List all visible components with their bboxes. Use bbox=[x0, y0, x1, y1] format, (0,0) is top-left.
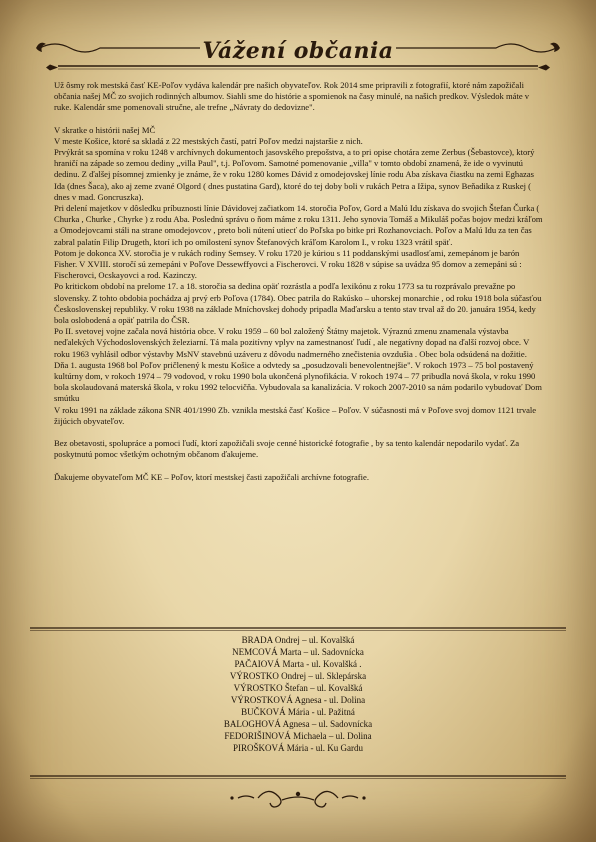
intro-paragraph: Už ôsmy rok mestská časť KE-Poľov vydáva kalendár pre našich obyvateľov. Rok 2014 sme pripravili z fotografií, ktoré nám zapožičali občania našej MČ zo svojich rodinných albumov. Siahli sme do histórie a spomienok na časy minulé, na našich predkov. Výsledok máte v ruke. Kalendár sme pomenovali stručne, ale trefne „Návraty do dedovizne". bbox=[54, 80, 530, 113]
contributor-name: FEDORIŠINOVÁ Michaela – ul. Dolina bbox=[224, 731, 372, 741]
history-paragraph: Potom je dokonca XV. storočia je v rukách rodiny Semsey. V roku 1720 je kúriou s 11 poddanskými usadlosťami, zemepánom je barón Fisher. V XVIII. storočí sú zemepáni v Poľove Dessewffyovci a Fischerovci. V roku 1828 v súpise sa uvádza 95 domov a zemepáni sú : Fischerovci, Ocskayovci a rod. Kazinczy. bbox=[54, 247, 522, 281]
contributor-name: VÝROSTKO Ondrej – ul. Sklepárska bbox=[229, 671, 367, 681]
history-paragraph: Dňa 1. augusta 1968 bol Poľov pričlenený k mestu Košice a odvtedy sa „posudzovali benevolentnejšie". V rokoch 1973 – 75 bol postavený kultúrny dom, v rokoch 1974 – 79 vodovod, v roku 1990 bola ukončená plynofikácia. V rokoch 1974 – 77 pribudla nová škola, v roku 1990 bola skolaudovaná materská škola, v roku 1992 telocvičňa. Vybudovala sa kanalizácia. V rokoch 2007-2010 sa nám podarilo vybudovať Dom smútku bbox=[54, 359, 542, 404]
history-paragraph: Po II. svetovej vojne začala nová história obce. V roku 1959 – 60 bol založený Štátny majetok. Výraznú zmenu znamenala výstavba neďalekých Východoslovenských železiarní. Tá mala pozitívny vplyv na zamestnanosť ľudí , ale negatívny dopad na ďalší rozvoj obce. V roku 1963 vyhlásil odbor výstavby MsNV stavebnú uzáveru z dôvodu nadmerného znečistenia ovzdušia . Obec bola odsúdená na dožitie. bbox=[54, 326, 530, 359]
history-paragraph: Pri delení majetkov v dôsledku príbuznosti línie Dávidovej začiatkom 14. storočia Poľov, Gord a Malú Idu získava do svojich Štefan Čurka ( Churka , Churke , Chyrke ) z rodu Aba. Poslednú správu o ňom máme z roku 1311. Jeho synovia Tomáš a Mikuláš počas bojov medzi kráľom a Omodejovcami stáli na strane omodejovcov , preto boli nútení utiecť do Poľska po bitke pri Rozhanovciach. Poľov a Malú Idu za ten čas zabral palatín Filip Drugeth, ktorí ich po omilostení synov Štefanových kráľom Karolom I., v roku 1323 vrátil späť. bbox=[54, 203, 543, 247]
contributor-name: VÝROSTKOVÁ Agnesa - ul. Dolina bbox=[230, 695, 366, 705]
contributor-name: PIROŠKOVÁ Mária - ul. Ku Gardu bbox=[233, 743, 363, 753]
section-divider bbox=[30, 626, 566, 632]
history-paragraph: Prvýkrát sa spomína v roku 1248 v archívnych dokumentoch jasovského prepošstva, a to pri opise chotára zeme Zerbus (Šebastovce), ktorý hraničí na západe so zemou dediny „villa Paul", t.j. Poľovom. Samotné pomenovanie „villa" v tomto období znamená, že ide o vyvinutú dedinu. Z ďalšej písomnej zmienky je známe, že v roku 1280 komes Dávid z omodejovskej línie rodu Aba získava čiastku na zemi Eghazas Ida (dnes Šaca), ako aj zeme zvané Olgord ( dnes pustatina Gard), ktoré do tej doby boli v rukách Petra a Ižipa, synov Beňadika z Ruskej ( dnes v mad. Goncruszka). bbox=[54, 147, 535, 202]
contributor-name: NEMCOVÁ Marta – ul. Sadovnícka bbox=[232, 647, 364, 657]
history-paragraph: V meste Košice, ktoré sa skladá z 22 mestských častí, patrí Poľov medzi najstaršie z nich. bbox=[54, 135, 363, 146]
footer-ornament bbox=[0, 782, 596, 812]
history-paragraph: V roku 1991 na základe zákona SNR 401/1990 Zb. vznikla mestská časť Košice – Poľov. V súčasnosti má v Poľove svoj domov 1121 trvale žijúcich obyvateľov. bbox=[54, 404, 537, 426]
page-title: Vážení občania bbox=[202, 38, 394, 64]
closing-paragraph: Bez obetavosti, spolupráce a pomoci ľudí, ktorí zapožičali svoje cenné historické fotografie , by sa tento kalendár nepodarilo vydať. Za poskytnutú pomoc všetkým ochotným občanom ďakujeme. bbox=[54, 438, 520, 460]
history-paragraph: Po kritickom období na prelome 17. a 18. storočia sa dedina opäť rozrástla a podľa lexikónu z roku 1773 sa tu rozprávalo prevažne po slovensky. Z tohto obdobia pochádza aj prvý erb Poľova (1784). Obec patrila do Rakúsko – uhorskej monarchie , od roku 1918 bola súčasťou Československej republiky. V roku 1938 na základe Mníchovskej dohody pripadla Maďarsku a tento stav trval až do 20. januára 1954, kedy bola oslobodená a opäť patrila do ČSR. bbox=[54, 281, 542, 326]
contributor-name: BUČKOVÁ Mária - ul. Pažitná bbox=[241, 707, 355, 717]
contributors-list bbox=[0, 634, 596, 754]
history-heading: V skratke o histórii našej MČ bbox=[54, 124, 156, 135]
contributor-name: PAČAIOVÁ Marta - ul. Kovalšká . bbox=[234, 659, 362, 669]
section-divider bbox=[30, 774, 566, 780]
thanks-paragraph: Ďakujeme obyvateľom MČ KE – Poľov, ktorí mestskej časti zapožičali archívne fotografie. bbox=[54, 471, 369, 482]
main-text bbox=[54, 80, 544, 483]
contributor-name: BALOGHOVÁ Agnesa – ul. Sadovnícka bbox=[223, 719, 373, 729]
contributor-name: VÝROSTKO Štefan – ul. Kovalšká bbox=[233, 683, 363, 693]
contributor-name: BRADA Ondrej – ul. Kovalšká bbox=[241, 635, 355, 645]
header bbox=[0, 30, 596, 80]
